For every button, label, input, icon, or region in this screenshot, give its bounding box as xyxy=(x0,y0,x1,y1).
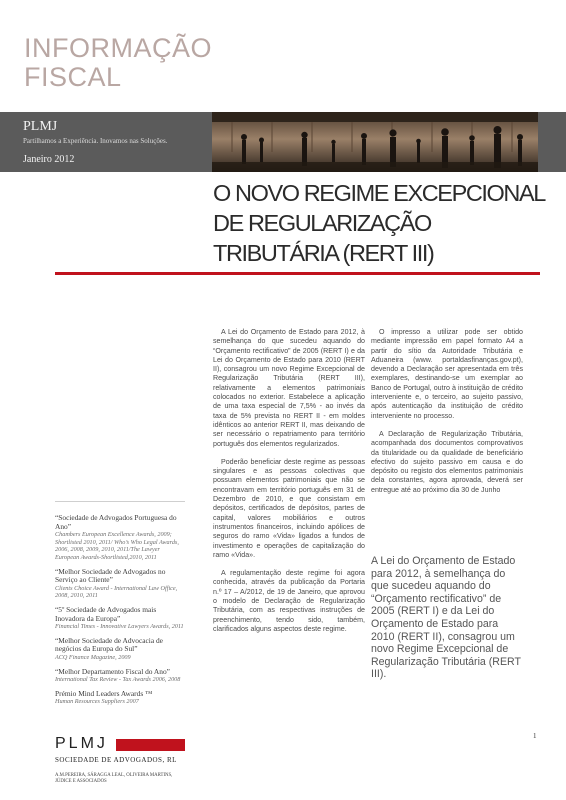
award-item xyxy=(55,668,185,684)
award-title: “5º Sociedade de Advogados mais Inovadora da Europa” xyxy=(55,604,157,623)
award-source: ACQ Finance Magazine, 2009 xyxy=(55,653,131,661)
award-title: “Melhor Departamento Fiscal do Ano” xyxy=(55,666,170,676)
award-item xyxy=(55,637,185,662)
airport-crowd-image xyxy=(212,112,538,172)
header-photo xyxy=(212,112,538,172)
article-title xyxy=(213,178,543,268)
award-title: “Melhor Sociedade de Advogados no Serviço ao Cliente” xyxy=(55,566,166,585)
masthead-line1: INFORMAÇÃO xyxy=(24,33,213,63)
paragraph: O impresso a utilizar pode ser obtido mediante impressão em papel formato A4 a partir do sítio da Autoridade Tributária e Aduaneira (www. portaldasfinanças.gov.pt), devendo a Declaração ser apresentada em três exemplares, destinando-se um exemplar ao Banco de Portugal, outro à instituição de crédito interveniente e, o terceiro, ao sujeito passivo, após autenticação da instituição de crédito interveniente no processo. xyxy=(371,328,523,420)
paragraph: A Declaração de Regularização Tributária, acompanhada dos documentos comprovativos da titularidade ou da qualidade de beneficiário efectivo do sujeito passivo em causa e do depósito ou registo dos elementos patrimoniais dela constantes, agora aprovada, deverá ser entregue até ao próximo dia 30 de Junho xyxy=(371,429,523,494)
award-source: Human Resources Suppliers 2007 xyxy=(55,698,139,706)
issue-date: Janeiro 2012 xyxy=(23,154,75,165)
body-column-2 xyxy=(371,328,523,504)
award-title: Prémio Mind Leaders Awards ™ xyxy=(55,688,153,698)
body-column-1 xyxy=(213,328,365,643)
band-brand: PLMJ xyxy=(23,119,58,134)
masthead-line2: FISCAL xyxy=(24,62,122,92)
paragraph: A regulamentação deste regime foi agora conhecida, através da publicação da Portaria n.º 17 – A/2012, de 19 de Janeiro, que aprovou o modelo de Declaração de Regularização Tributária, com as respectivas instruções de preenchimento, tendo sido, também, clarificados alguns aspectos deste regime. xyxy=(213,569,365,633)
award-title: “Sociedade de Advogados Portuguesa do Ano” xyxy=(55,513,177,531)
masthead xyxy=(24,34,212,92)
paragraph: Poderão beneficiar deste regime as pessoas singulares e as pessoas colectivas que possuam elementos patrimoniais que não se encontravam em território português em 31 de Dezembro de 2010, e que consistam em depósitos, certificados de depósitos, partes de capital, valores mobiliários e outros instrumentos financeiros, incluindo apólices de seguros do ramo «Vida» ligados a fundos de investimento e operações de capitalização do ramo «Vida». xyxy=(213,457,365,559)
firm-logo xyxy=(55,735,185,764)
award-title: “Melhor Sociedade de Advocacia de negócios da Europa do Sul” xyxy=(55,635,163,654)
title-line3: TRIBUTÁRIA (RERT III) xyxy=(213,240,434,266)
title-line2: DE REGULARIZAÇÃO xyxy=(213,210,431,236)
award-item xyxy=(55,514,185,562)
award-source: Financial Times - Innovative Lawyers Awards, 2011 xyxy=(55,623,184,631)
logo-red-bar xyxy=(116,739,185,751)
award-item xyxy=(55,568,185,600)
award-item xyxy=(55,606,185,631)
partners-line: A.M.PEREIRA, SÁRAGGA LEAL, OLIVEIRA MARTINS, JÚDICE E ASSOCIADOS xyxy=(55,773,173,784)
logo-wordmark: PLMJ xyxy=(55,735,108,752)
pull-quote: A Lei do Orçamento de Estado para 2012, à semelhança do que sucedeu aquando do “Orçamento rectificativo” de 2005 (RERT I) e da Lei do Orçamento de Estado para 2010 (RERT II), consagrou um novo Regime Excepcional de Regularização Tributária (RERT III). xyxy=(371,555,521,681)
page-number: 1 xyxy=(533,732,537,740)
band-tagline: Partilhamos a Experiência. Inovamos nas Soluções. xyxy=(23,137,168,145)
paragraph: A Lei do Orçamento de Estado para 2012, à semelhança do que sucedeu aquando do “Orçamento rectificativo” de 2005 (RERT I) e da Lei do Orçamento de Estado para 2010 (RERT II), consagrou um novo Regime Excepcional de Regularização Tributária (RERT III), relativamente a elementos patrimoniais colocados no exterior. Estabelece a aplicação de uma taxa especial de 7,5% - ao invés da taxa de 5% prevista no RERT II - em moldes idênticos ao anterior RERT II, mas deixando de ser necessário o repatriamento para território português dos elementos regularizados. xyxy=(213,328,365,448)
award-source: Chambers European Excellence Awards, 2009; Shortlisted 2010, 2011/ Who’s Who Legal Awards, 2006, 2008, 2009, 2010, 2011/The Lawyer European Awards-Shortlisted,2010, 2011 xyxy=(55,531,179,561)
award-source: International Tax Review - Tax Awards 2006, 2008 xyxy=(55,676,181,684)
logo-subtitle: SOCIEDADE DE ADVOGADOS, RL xyxy=(55,756,177,764)
title-line1: O NOVO REGIME EXCEPCIONAL xyxy=(213,180,545,206)
award-item xyxy=(55,690,185,706)
award-source: Clients Choice Award - International Law Office, 2008, 2010, 2011 xyxy=(55,584,178,600)
title-divider xyxy=(55,272,540,275)
awards-list xyxy=(55,501,185,712)
